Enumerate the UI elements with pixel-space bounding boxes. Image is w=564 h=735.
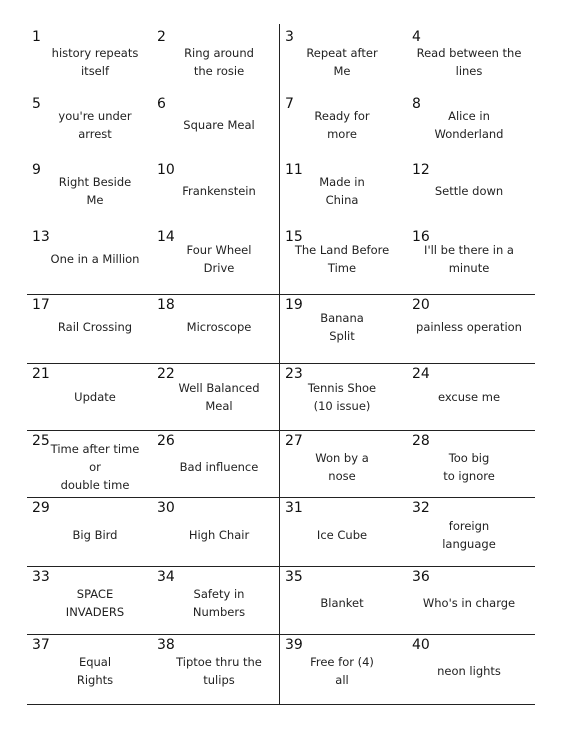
- puzzle-number: 12: [412, 162, 430, 178]
- row-divider: [27, 497, 535, 498]
- puzzle-answer: Blanket: [320, 596, 364, 610]
- puzzle-number: 35: [285, 569, 303, 585]
- puzzle-answer: you're under arrest: [58, 109, 132, 141]
- puzzle-number: 14: [157, 229, 175, 245]
- puzzle-number: 26: [157, 433, 175, 449]
- puzzle-number: 3: [285, 29, 294, 45]
- puzzle-answer: Made in China: [319, 175, 365, 207]
- puzzle-answer: Tennis Shoe (10 issue): [307, 381, 377, 413]
- puzzle-answer: Banana Split: [320, 311, 364, 343]
- puzzle-answer: Safety in Numbers: [192, 587, 246, 619]
- puzzle-number: 30: [157, 500, 175, 516]
- puzzle-answer: Who's in charge: [422, 596, 516, 610]
- puzzle-number: 27: [285, 433, 303, 449]
- puzzle-answer: Settle down: [434, 184, 504, 198]
- puzzle-answer: Ice Cube: [316, 528, 368, 542]
- puzzle-answer: neon lights: [437, 664, 501, 678]
- puzzle-answer: history repeats itself: [51, 46, 139, 78]
- row-divider: [27, 294, 535, 295]
- puzzle-number: 22: [157, 366, 175, 382]
- puzzle-number: 19: [285, 297, 303, 313]
- row-divider: [27, 634, 535, 635]
- puzzle-number: 21: [32, 366, 50, 382]
- puzzle-number: 17: [32, 297, 50, 313]
- puzzle-number: 2: [157, 29, 166, 45]
- puzzle-answer: Bad influence: [179, 460, 259, 474]
- puzzle-number: 39: [285, 637, 303, 653]
- puzzle-answer: foreign language: [442, 519, 496, 551]
- puzzle-answer: Microscope: [186, 320, 252, 334]
- puzzle-answer: Rail Crossing: [57, 320, 133, 334]
- puzzle-number: 24: [412, 366, 430, 382]
- puzzle-number: 23: [285, 366, 303, 382]
- puzzle-answer: Well Balanced Meal: [178, 381, 260, 413]
- puzzle-answer: One in a Million: [50, 252, 140, 266]
- puzzle-number: 29: [32, 500, 50, 516]
- puzzle-answer: Ring around the rosie: [184, 46, 254, 78]
- puzzle-answer: SPACE INVADERS: [65, 587, 125, 619]
- puzzle-number: 34: [157, 569, 175, 585]
- puzzle-number: 16: [412, 229, 430, 245]
- puzzle-answer: painless operation: [416, 320, 522, 334]
- row-divider: [27, 566, 535, 567]
- puzzle-answer: Read between the lines: [416, 46, 522, 78]
- puzzle-answer: Right Beside Me: [58, 175, 132, 207]
- puzzle-number: 32: [412, 500, 430, 516]
- puzzle-number: 7: [285, 96, 294, 112]
- puzzle-answer: Square Meal: [183, 118, 255, 132]
- puzzle-number: 38: [157, 637, 175, 653]
- puzzle-number: 31: [285, 500, 303, 516]
- row-divider: [27, 704, 535, 705]
- puzzle-answer: excuse me: [437, 390, 501, 404]
- puzzle-number: 25: [32, 433, 50, 449]
- puzzle-answer: Won by a nose: [315, 451, 369, 483]
- puzzle-answer: Tiptoe thru the tulips: [176, 655, 262, 687]
- puzzle-answer: High Chair: [188, 528, 250, 542]
- puzzle-answer: Update: [74, 390, 116, 404]
- puzzle-number: 40: [412, 637, 430, 653]
- puzzle-answer: Big Bird: [72, 528, 118, 542]
- puzzle-answer: Frankenstein: [182, 184, 256, 198]
- puzzle-number: 37: [32, 637, 50, 653]
- puzzle-answer: Free for (4) all: [310, 655, 374, 687]
- puzzle-number: 28: [412, 433, 430, 449]
- puzzle-number: 11: [285, 162, 303, 178]
- puzzle-answer: Too big to ignore: [443, 451, 495, 483]
- puzzle-answer: Equal Rights: [76, 655, 114, 687]
- puzzle-answer: I'll be there in a minute: [424, 243, 514, 275]
- puzzle-number: 8: [412, 96, 421, 112]
- puzzle-answer: Alice in Wonderland: [434, 109, 504, 141]
- row-divider: [27, 363, 535, 364]
- puzzle-number: 33: [32, 569, 50, 585]
- center-divider: [279, 24, 280, 704]
- puzzle-number: 13: [32, 229, 50, 245]
- puzzle-number: 15: [285, 229, 303, 245]
- puzzle-number: 6: [157, 96, 166, 112]
- puzzle-number: 18: [157, 297, 175, 313]
- puzzle-answer: The Land Before Time: [294, 243, 390, 275]
- puzzle-answer: Ready for more: [314, 109, 370, 141]
- puzzle-number: 9: [32, 162, 41, 178]
- puzzle-answer: Four Wheel Drive: [186, 243, 252, 275]
- row-divider: [27, 430, 535, 431]
- puzzle-number: 5: [32, 96, 41, 112]
- puzzle-number: 4: [412, 29, 421, 45]
- puzzle-number: 1: [32, 29, 41, 45]
- puzzle-answer: Time after time or double time: [50, 442, 140, 492]
- puzzle-number: 20: [412, 297, 430, 313]
- puzzle-number: 10: [157, 162, 175, 178]
- puzzle-answer: Repeat after Me: [306, 46, 378, 78]
- puzzle-number: 36: [412, 569, 430, 585]
